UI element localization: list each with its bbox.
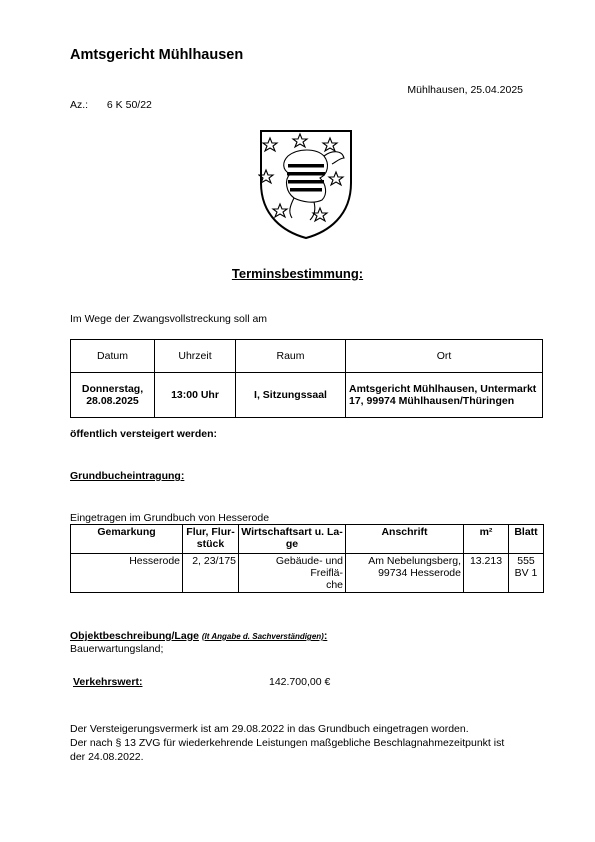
cell-blatt-line2: BV 1 (514, 567, 538, 579)
table-header-row (71, 525, 544, 554)
cell-blatt (509, 554, 544, 593)
land-register-text: Eingetragen im Grundbuch von Hesserode (70, 512, 270, 524)
table-header-row (71, 340, 543, 373)
object-description-colon: : (323, 630, 328, 642)
paragraph-line: Der Versteigerungsvermerk ist am 29.08.2022 in das Grundbuch eingetragen worden. (70, 723, 469, 735)
land-register-heading: Grundbucheintragung: (70, 470, 185, 482)
cell-ort-line1: Amtsgericht Mühlhausen, Untermarkt (349, 383, 537, 395)
cell-blatt-line1: 555 (517, 555, 535, 567)
cell-flur: 2, 23/175 (183, 554, 239, 593)
cell-wirtschaftsart (239, 554, 346, 593)
header-blatt: Blatt (509, 525, 544, 554)
paragraph-line: der 24.08.2022. (70, 751, 144, 763)
cell-ort-line2: 17, 99974 Mühlhausen/Thüringen (349, 395, 515, 407)
document-title: Terminsbestimmung: (231, 266, 364, 281)
cell-datum-line1: Donnerstag, (81, 383, 144, 395)
court-name: Amtsgericht Mühlhausen (70, 47, 244, 63)
table-row (71, 373, 543, 418)
cell-anschrift (346, 554, 464, 593)
cell-anschrift-line2: 99734 Hesserode (378, 567, 461, 579)
table-row (71, 554, 544, 593)
object-description-label: Objektbeschreibung/Lage (70, 630, 199, 642)
auction-statement: öffentlich versteigert werden: (70, 428, 218, 440)
place-date: Mühlhausen, 25.04.2025 (407, 84, 523, 96)
header-gemarkung: Gemarkung (71, 525, 183, 554)
cell-ort (346, 373, 543, 418)
market-value-label: Verkehrswert: (73, 676, 143, 688)
header-wirtschaftsart (239, 525, 346, 554)
land-register-table (70, 524, 544, 593)
cell-qm: 13.213 (464, 554, 509, 593)
file-reference (70, 99, 152, 111)
header-wirt-line1: Wirtschaftsart u. La- (241, 526, 343, 538)
closing-paragraph (70, 722, 540, 764)
thuringia-coat-of-arms-icon (258, 128, 354, 240)
cell-anschrift-line1: Am Nebelungsberg, (368, 555, 461, 567)
object-description-value: Bauerwartungsland; (70, 643, 164, 655)
auction-date-table (70, 339, 543, 418)
cell-gemarkung: Hesserode (71, 554, 183, 593)
market-value: 142.700,00 € (269, 676, 331, 688)
paragraph-line: Der nach § 13 ZVG für wiederkehrende Leistungen maßgebliche Beschlagnahmezeitpunkt ist (70, 737, 505, 749)
header-anschrift: Anschrift (346, 525, 464, 554)
header-uhrzeit: Uhrzeit (155, 340, 236, 373)
header-flur-line1: Flur, Flur- (186, 526, 235, 538)
header-wirt-line2: ge (285, 538, 299, 550)
header-datum: Datum (71, 340, 155, 373)
header-flur (183, 525, 239, 554)
file-reference-label: Az.: (70, 99, 89, 111)
header-raum: Raum (236, 340, 346, 373)
file-reference-value: 6 K 50/22 (106, 99, 152, 111)
header-qm: m² (464, 525, 509, 554)
cell-wirt-line1: Gebäude- und Freiflä- (275, 555, 343, 579)
object-description-note: (lt Angabe d. Sachverständigen) (201, 632, 324, 641)
cell-datum (71, 373, 155, 418)
cell-wirt-line2: che (326, 579, 343, 591)
object-description-heading (70, 630, 327, 642)
cell-datum-line2: 28.08.2025 (86, 395, 139, 407)
header-flur-line2: stück (196, 538, 225, 550)
header-ort: Ort (346, 340, 543, 373)
intro-text: Im Wege der Zwangsvollstreckung soll am (70, 313, 268, 325)
cell-uhrzeit: 13:00 Uhr (155, 373, 236, 418)
cell-raum: I, Sitzungssaal (236, 373, 346, 418)
